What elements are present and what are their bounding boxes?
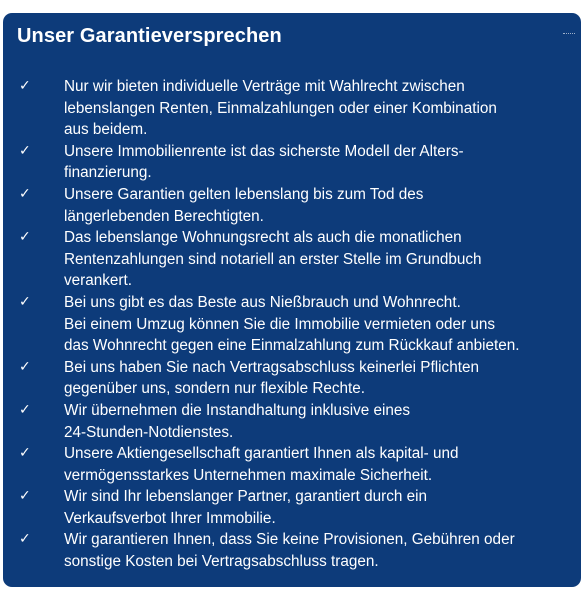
guarantee-list [3,76,581,573]
list-item-text-line: Bei uns haben Sie nach Vertragsabschluss keinerlei Pflichten [64,358,479,376]
list-item [3,76,581,141]
checkmark-icon: ✓ [19,531,31,548]
checkmark-icon: ✓ [19,78,31,94]
list-item-text-line: aus beidem. [64,121,148,139]
list-item-text-line: Bei einem Umzug können Sie die Immobilie vermieten oder uns [64,315,496,333]
list-item-text-line: das Wohnrecht gegen eine Einmalzahlung zum Rückkauf anbieten. [64,337,520,355]
list-item [3,357,581,400]
list-item-text-line: Unsere Aktiengesellschaft garantiert Ihnen als kapital- und [64,445,459,463]
checkmark-icon: ✓ [19,229,31,246]
corner-divider [563,33,575,34]
list-item-text-line: Das lebenslange Wohnungsrecht als auch die monatlichen [64,229,462,247]
checkmark-icon: ✓ [19,142,31,159]
list-item-text-line: Wir übernehmen die Instandhaltung inklusive eines [64,401,411,419]
list-item-text-line: vermögensstarkes Unternehmen maximale Sicherheit. [64,466,433,484]
list-item-text-line: Bei uns gibt es das Beste aus Nießbrauch und Wohnrecht. [64,293,461,311]
checkmark-icon: ✓ [19,488,31,505]
list-item-text-line: Wir garantieren Ihnen, dass Sie keine Provisionen, Gebühren oder [64,531,515,549]
list-item-text-line: längerlebenden Berechtigten. [64,207,264,225]
checkmark-icon: ✓ [19,445,31,462]
list-item [3,292,581,357]
list-item-text-line: gegenüber uns, sondern nur flexible Rechte. [64,380,366,398]
list-item [3,227,581,292]
list-item-text-line: Nur wir bieten individuelle Verträge mit Wahlrecht zwischen [64,78,465,95]
list-item-text-line: Verkaufsverbot Ihrer Immobilie. [64,509,276,527]
list-item-text-line: sonstige Kosten bei Vertragsabschluss tragen. [64,553,379,571]
list-item-text-line: Unsere Immobilienrente ist das sicherste Modell der Alters- [64,142,464,160]
list-item [3,141,581,184]
list-item-text-line: finanzierung. [64,164,152,182]
checkmark-icon: ✓ [19,293,31,310]
list-item-text-line: lebenslangen Renten, Einmalzahlungen oder einer Kombination [64,99,497,117]
list-item-text-line: verankert. [64,272,133,290]
checkmark-icon: ✓ [19,185,31,202]
checkmark-icon: ✓ [19,401,31,418]
list-item [3,400,581,443]
checkmark-icon: ✓ [19,358,31,375]
list-item-text-line: Rentenzahlungen sind notariell an erster Stelle im Grundbuch [64,250,482,268]
guarantee-card [3,13,581,587]
list-item-text-line: Wir sind Ihr lebenslanger Partner, garantiert durch ein [64,488,428,506]
list-item [3,184,581,227]
card-title: Unser Garantieversprechen [17,25,282,47]
list-item [3,486,581,529]
list-item-text-line: 24-Stunden-Notdienstes. [64,423,234,441]
list-item [3,443,581,486]
list-item [3,529,581,572]
list-item-text-line: Unsere Garantien gelten lebenslang bis zum Tod des [64,185,424,203]
